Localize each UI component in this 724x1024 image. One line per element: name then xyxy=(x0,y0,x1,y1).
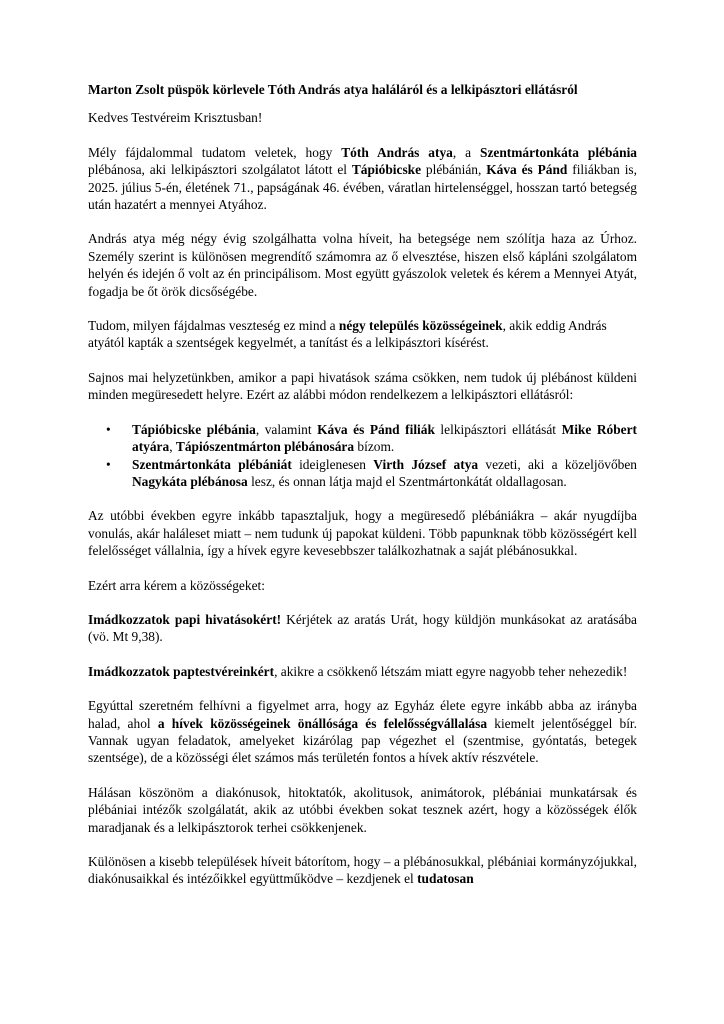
emphasis: Tápiószentmárton plébánosára xyxy=(175,439,355,455)
paragraph-trend: Az utóbbi években egyre inkább tapasztaljuk, hogy a megüresedő plébániákra – akár nyugdíjba vonulás, akár haláleset miatt – nem tudunk új papokat küldeni. Több papunknak több közösségért kell felelősséget vállalnia, így a hívek egyre kevesebbszer találkozhatnak a saját plébánosukkal. xyxy=(88,508,637,559)
text-run: plébánián, xyxy=(421,162,487,178)
bullet-icon: • xyxy=(106,456,111,472)
paragraph-grief: András atya még négy évig szolgálhatta volna híveit, ha betegsége nem szólítja haza az Úrhoz. Személy szerint is különösen megrendítő számomra az ő elvesztése, hiszen első kápláni szolgálatom helyén és idején ő volt az én principálisom. Most együtt gyászolok veletek és kérem a Mennyei Atyát, fogadja be őt örök dicsőségébe. xyxy=(88,231,637,299)
emphasis: tudatosan xyxy=(417,871,474,887)
emphasis: Virth József atya xyxy=(373,456,479,472)
paragraph-request: Ezért arra kérem a közösségeket: xyxy=(88,577,265,593)
text-run: plébánosa, aki lelkipásztori szolgálatot látott el xyxy=(88,162,352,178)
text-run: , akikre a csökkenő létszám miatt egyre nagyobb teher nehezedik! xyxy=(274,663,628,679)
text-run: , xyxy=(169,439,176,455)
text-run: Különösen a kisebb települések híveit bátorítom, hogy – a plébánosukkal, plébániai kormányzójukkal, diakónusaikkal és intézőikkel együttműködve – kezdjenek el xyxy=(88,854,637,887)
text-run: Kérjétek az aratás Urát, hogy küldjön munkásokat az aratásába (vö. Mt 9,38). xyxy=(88,611,637,645)
paragraph-pray-priests xyxy=(88,663,637,680)
emphasis: Nagykáta plébánosa xyxy=(132,473,248,489)
paragraph-encouragement xyxy=(88,853,637,888)
emphasis: Szentmártonkáta plébániát xyxy=(132,456,292,472)
text-run: Egyúttal szeretném felhívni a figyelmet arra, hogy az Egyház élete egyre inkább abba az irányba halad, ahol xyxy=(88,698,637,731)
letter-page xyxy=(88,81,637,905)
text-run: Tudom, milyen fájdalmas veszteség ez mind a xyxy=(88,318,339,334)
paragraph-thanks: Hálásan köszönöm a diakónusok, hitoktatók, akolitusok, animátorok, plébániai munkatársak és plébániai intézők szolgálatát, akik az utóbbi években sokat tesznek azért, hogy a közösségek élők maradjanak és a lelkipásztorok terhei csökkenjenek. xyxy=(88,784,637,835)
emphasis: Tápióbicske plébánia xyxy=(132,421,256,437)
emphasis: Mike Róbert atyára xyxy=(132,421,637,455)
text-run: Mély fájdalommal tudatom veletek, hogy xyxy=(88,144,342,160)
list-item xyxy=(106,456,637,491)
emphasis: Imádkozzatok papi hivatásokért! xyxy=(88,611,282,627)
paragraph-announcement xyxy=(88,144,637,214)
paragraph-pray-vocations xyxy=(88,611,637,646)
text-run: , a xyxy=(452,144,481,160)
text-run: ideiglenesen xyxy=(291,456,374,472)
text-run: vezeti, aki a közeljövőben xyxy=(478,456,637,472)
text-run: , valamint xyxy=(255,421,318,437)
filia-names: Káva és Pánd xyxy=(486,162,568,178)
paragraph-community xyxy=(88,697,637,767)
provision-list xyxy=(88,421,637,491)
text-run: filiákban is, 2025. július 5-én, életének 71., papságának 46. évében, váratlan hirtelenséggel, hosszan tartó betegség után hazatért a mennyei Atyához. xyxy=(88,162,637,213)
emphasis: Káva és Pánd filiák xyxy=(317,421,435,437)
letter-title: Marton Zsolt püspök körlevele Tóth András atya haláláról és a lelkipásztori ellátásról xyxy=(88,82,578,97)
text-run: bízom. xyxy=(354,439,395,455)
paragraph-loss xyxy=(88,317,637,352)
text-run: lelkipásztori ellátását xyxy=(434,421,562,437)
paragraph-situation: Sajnos mai helyzetünkben, amikor a papi hivatások száma csökken, nem tudok új plébánost küldeni minden megüresedett helyre. Ezért az alábbi módon rendelkezem a lelkipásztori ellátásról: xyxy=(88,369,637,403)
list-item xyxy=(106,421,637,456)
bullet-icon: • xyxy=(106,421,111,437)
parish-name: Szentmártonkáta plébánia xyxy=(480,144,637,160)
text-run: , akik eddig András atyától kapták a szentségek kegyelmét, a tanítást és a lelkipásztori kísérést. xyxy=(88,318,607,351)
parish-name: Tápióbicske xyxy=(351,162,422,178)
emphasis: négy település közösségeinek xyxy=(338,318,503,334)
priest-name: Tóth András atya xyxy=(341,144,453,160)
text-run: kiemelt jelentőséggel bír. Vannak ugyan feladatok, amelyeket kizárólag pap végezhet el (szentmise, gyóntatás, betegek szentsége), de a közösségi élet számos más területén fontos a hívek aktív részvétele. xyxy=(88,715,637,766)
emphasis: Imádkozzatok paptestvéreinkért xyxy=(88,663,275,679)
text-run: lesz, és onnan látja majd el Szentmártonkátát oldallagosan. xyxy=(247,473,567,489)
emphasis: a hívek közösségeinek önállósága és felelősségvállalása xyxy=(157,715,488,731)
greeting: Kedves Testvéreim Krisztusban! xyxy=(88,110,263,126)
